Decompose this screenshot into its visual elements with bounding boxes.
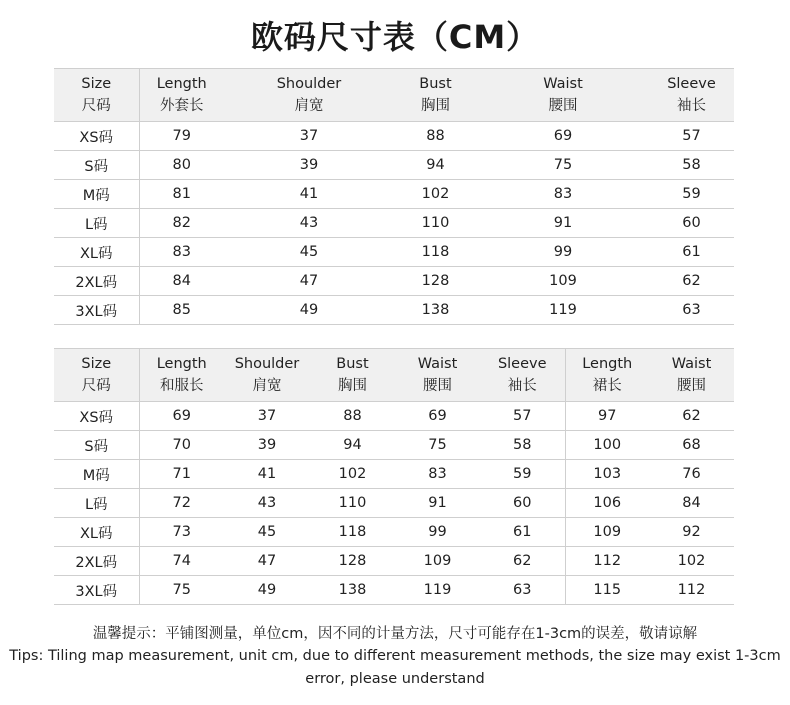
column-header-en: Sleeve — [667, 76, 716, 92]
column-header-en: Size — [81, 356, 112, 372]
table-row — [54, 460, 734, 489]
column-header-en: Waist — [417, 356, 458, 372]
size-cell: XL码 — [54, 518, 139, 547]
measurement-cell: 109 — [565, 518, 649, 547]
column-header-zh: 尺码 — [81, 98, 111, 114]
measurement-cell: 97 — [565, 402, 649, 431]
size-cell: M码 — [54, 460, 139, 489]
size-cell: L码 — [54, 489, 139, 518]
column-header — [565, 349, 649, 402]
measurement-cell: 138 — [310, 576, 395, 605]
measurement-cell: 62 — [649, 402, 734, 431]
column-header — [480, 349, 565, 402]
measurement-cell: 91 — [395, 489, 480, 518]
size-cell: 3XL码 — [54, 296, 139, 325]
measurement-cell: 69 — [395, 402, 480, 431]
column-header-en: Length — [156, 76, 207, 92]
table-row — [54, 238, 734, 267]
table-row — [54, 151, 734, 180]
measurement-cell: 61 — [649, 238, 734, 267]
column-header-en: Shoulder — [234, 356, 300, 372]
column-header-en: Length — [582, 356, 633, 372]
table-row — [54, 296, 734, 325]
measurement-cell: 73 — [139, 518, 224, 547]
measurement-cell: 102 — [310, 460, 395, 489]
table-row — [54, 547, 734, 576]
measurement-cell: 70 — [139, 431, 224, 460]
measurement-cell: 79 — [139, 122, 224, 151]
table-header-row — [54, 349, 734, 402]
size-cell: M码 — [54, 180, 139, 209]
measurement-cell: 69 — [139, 402, 224, 431]
size-cell: 2XL码 — [54, 267, 139, 296]
measurement-cell: 83 — [139, 238, 224, 267]
coat-size-table — [54, 68, 734, 325]
measurement-cell: 102 — [649, 547, 734, 576]
measurement-cell: 49 — [224, 296, 394, 325]
column-header — [649, 349, 734, 402]
measurement-cell: 45 — [224, 518, 310, 547]
column-header-en: Sleeve — [497, 356, 547, 372]
column-header-zh: 胸围 — [338, 378, 367, 394]
column-header-zh: 胸围 — [421, 98, 450, 114]
measurement-cell: 75 — [395, 431, 480, 460]
measurement-cell: 58 — [649, 151, 734, 180]
measurement-cell: 88 — [310, 402, 395, 431]
measurement-cell: 109 — [477, 267, 649, 296]
tips-note-chinese: 温馨提示：平铺图测量，单位cm，因不同的计量方法，尺寸可能存在1-3cm的误差，敬请谅解 — [92, 626, 698, 642]
column-header-zh: 肩宽 — [294, 98, 324, 114]
size-cell: XL码 — [54, 238, 139, 267]
measurement-cell: 100 — [565, 431, 649, 460]
table-header-row — [54, 69, 734, 122]
column-header-zh: 裙长 — [592, 378, 622, 394]
measurement-cell: 112 — [649, 576, 734, 605]
column-header-zh: 和服长 — [160, 378, 204, 394]
measurement-cell: 69 — [477, 122, 649, 151]
measurement-cell: 88 — [394, 122, 477, 151]
measurement-cell: 115 — [565, 576, 649, 605]
column-header-zh: 腰围 — [548, 98, 578, 114]
measurement-cell: 47 — [224, 547, 310, 576]
measurement-cell: 74 — [139, 547, 224, 576]
measurement-cell: 84 — [649, 489, 734, 518]
measurement-cell: 84 — [139, 267, 224, 296]
size-cell: 2XL码 — [54, 547, 139, 576]
measurement-cell: 112 — [565, 547, 649, 576]
measurement-cell: 85 — [139, 296, 224, 325]
table-row — [54, 518, 734, 547]
measurement-cell: 63 — [649, 296, 734, 325]
column-header — [394, 69, 477, 122]
measurement-cell: 81 — [139, 180, 224, 209]
table-row — [54, 576, 734, 605]
measurement-cell: 62 — [480, 547, 565, 576]
column-header — [54, 69, 139, 122]
measurement-cell: 119 — [395, 576, 480, 605]
tips-note-english: Tips: Tiling map measurement, unit cm, due to different measurement methods, the size may exist 1-3cm error, please understand — [9, 648, 781, 687]
measurement-cell: 59 — [480, 460, 565, 489]
column-header-zh: 腰围 — [423, 378, 452, 394]
table-row — [54, 267, 734, 296]
measurement-cell: 138 — [394, 296, 477, 325]
measurement-cell: 41 — [224, 460, 310, 489]
measurement-cell: 128 — [394, 267, 477, 296]
measurement-cell: 43 — [224, 489, 310, 518]
column-header-en: Bust — [419, 76, 452, 92]
kimono-skirt-size-table — [54, 348, 734, 605]
measurement-cell: 103 — [565, 460, 649, 489]
size-cell: XS码 — [54, 122, 139, 151]
measurement-cell: 60 — [649, 209, 734, 238]
measurement-cell: 109 — [395, 547, 480, 576]
measurement-cell: 58 — [480, 431, 565, 460]
column-header-zh: 尺码 — [81, 378, 111, 394]
column-header — [224, 349, 310, 402]
measurement-cell: 76 — [649, 460, 734, 489]
column-header — [395, 349, 480, 402]
table-row — [54, 489, 734, 518]
size-cell: S码 — [54, 151, 139, 180]
column-header-en: Waist — [671, 356, 712, 372]
column-header-en: Length — [156, 356, 207, 372]
measurement-cell: 71 — [139, 460, 224, 489]
measurement-cell: 106 — [565, 489, 649, 518]
column-header — [224, 69, 394, 122]
size-cell: 3XL码 — [54, 576, 139, 605]
column-header — [310, 349, 395, 402]
measurement-cell: 39 — [224, 151, 394, 180]
measurement-cell: 43 — [224, 209, 394, 238]
measurement-cell: 92 — [649, 518, 734, 547]
measurement-cell: 62 — [649, 267, 734, 296]
measurement-cell: 94 — [310, 431, 395, 460]
measurement-cell: 102 — [394, 180, 477, 209]
column-header-zh: 腰围 — [677, 378, 706, 394]
measurement-cell: 47 — [224, 267, 394, 296]
table-row — [54, 180, 734, 209]
column-header — [477, 69, 649, 122]
column-header-zh: 袖长 — [677, 98, 706, 114]
measurement-cell: 37 — [224, 402, 310, 431]
measurement-cell: 49 — [224, 576, 310, 605]
column-header-zh: 袖长 — [507, 378, 537, 394]
column-header-en: Shoulder — [276, 76, 342, 92]
column-header — [54, 349, 139, 402]
size-cell: XS码 — [54, 402, 139, 431]
table-row — [54, 431, 734, 460]
measurement-cell: 75 — [477, 151, 649, 180]
measurement-cell: 37 — [224, 122, 394, 151]
size-cell: S码 — [54, 431, 139, 460]
measurement-cell: 60 — [480, 489, 565, 518]
measurement-cell: 61 — [480, 518, 565, 547]
measurement-cell: 59 — [649, 180, 734, 209]
column-header — [649, 69, 734, 122]
measurement-cell: 80 — [139, 151, 224, 180]
column-header-en: Bust — [336, 356, 369, 372]
measurement-cell: 128 — [310, 547, 395, 576]
table-row — [54, 122, 734, 151]
column-header-en: Size — [81, 76, 112, 92]
measurement-cell: 83 — [477, 180, 649, 209]
measurement-cell: 91 — [477, 209, 649, 238]
column-header — [139, 69, 224, 122]
measurement-cell: 41 — [224, 180, 394, 209]
measurement-cell: 45 — [224, 238, 394, 267]
measurement-cell: 75 — [139, 576, 224, 605]
measurement-cell: 94 — [394, 151, 477, 180]
measurement-cell: 99 — [477, 238, 649, 267]
column-header — [139, 349, 224, 402]
measurement-cell: 83 — [395, 460, 480, 489]
page-title: 欧码尺寸表（CM） — [250, 18, 540, 56]
measurement-cell: 118 — [394, 238, 477, 267]
measurement-cell: 68 — [649, 431, 734, 460]
measurement-cell: 82 — [139, 209, 224, 238]
measurement-cell: 119 — [477, 296, 649, 325]
measurement-cell: 118 — [310, 518, 395, 547]
measurement-cell: 99 — [395, 518, 480, 547]
measurement-cell: 39 — [224, 431, 310, 460]
measurement-cell: 63 — [480, 576, 565, 605]
measurement-cell: 57 — [480, 402, 565, 431]
column-header-zh: 外套长 — [160, 98, 204, 114]
column-header-zh: 肩宽 — [252, 378, 282, 394]
size-cell: L码 — [54, 209, 139, 238]
measurement-cell: 110 — [394, 209, 477, 238]
table-row — [54, 209, 734, 238]
column-header-en: Waist — [543, 76, 583, 92]
measurement-cell: 72 — [139, 489, 224, 518]
measurement-cell: 110 — [310, 489, 395, 518]
measurement-cell: 57 — [649, 122, 734, 151]
table-row — [54, 402, 734, 431]
